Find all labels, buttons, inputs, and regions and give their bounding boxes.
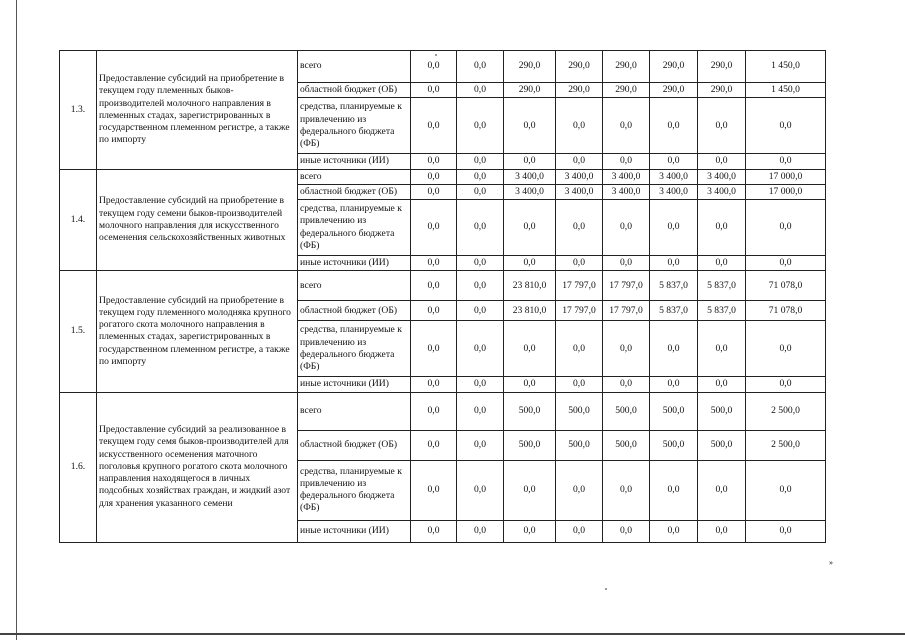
year-value-cell: 0,0: [411, 520, 457, 542]
year-value-cell: 3 400,0: [504, 184, 556, 199]
year-value-cell: 0,0: [457, 154, 504, 169]
year-value-cell: 0,0: [698, 256, 746, 271]
year-value-cell: 3 400,0: [603, 169, 650, 184]
year-value-cell: 500,0: [603, 430, 650, 460]
year-value-cell: 0,0: [457, 200, 504, 256]
total-value-cell: 2 500,0: [746, 430, 826, 460]
year-value-cell: 0,0: [411, 184, 457, 199]
total-value-cell: 0,0: [746, 520, 826, 542]
year-value-cell: 0,0: [504, 256, 556, 271]
year-value-cell: 500,0: [603, 392, 650, 430]
year-value-cell: 3 400,0: [603, 184, 650, 199]
trailing-mark: »: [829, 558, 833, 567]
year-value-cell: 0,0: [411, 200, 457, 256]
page-edge-left: [16, 0, 17, 640]
year-value-cell: 0,0: [411, 460, 457, 520]
funding-source-label: всего: [298, 51, 411, 83]
year-value-cell: 0,0: [650, 520, 698, 542]
funding-source-label: областной бюджет (ОБ): [298, 430, 411, 460]
year-value-cell: 3 400,0: [556, 184, 603, 199]
year-value-cell: 0,0: [504, 98, 556, 154]
year-value-cell: 0,0: [650, 321, 698, 377]
year-value-cell: 0,0: [457, 184, 504, 199]
year-value-cell: 0,0: [457, 301, 504, 321]
year-value-cell: 0,0: [650, 154, 698, 169]
total-value-cell: 0,0: [746, 200, 826, 256]
year-value-cell: 0,0: [457, 98, 504, 154]
year-value-cell: 0,0: [650, 256, 698, 271]
total-value-cell: 0,0: [746, 377, 826, 392]
page-edge-bottom: [0, 633, 905, 635]
total-value-cell: 0,0: [746, 321, 826, 377]
total-value-cell: 71 078,0: [746, 271, 826, 301]
funding-source-label: всего: [298, 392, 411, 430]
year-value-cell: 0,0: [603, 154, 650, 169]
year-value-cell: 3 400,0: [504, 169, 556, 184]
funding-source-label: средства, планируемые к привлечению из федерального бюджета (ФБ): [298, 460, 411, 520]
year-value-cell: 0,0: [411, 430, 457, 460]
year-value-cell: 0,0: [411, 271, 457, 301]
year-value-cell: 0,0: [457, 377, 504, 392]
year-value-cell: 0,0: [411, 301, 457, 321]
year-value-cell: 0,0: [698, 200, 746, 256]
year-value-cell: 0,0: [698, 377, 746, 392]
year-value-cell: 0,0: [457, 520, 504, 542]
funding-source-label: иные источники (ИИ): [298, 256, 411, 271]
year-value-cell: 17 797,0: [603, 301, 650, 321]
year-value-cell: 0,0: [556, 98, 603, 154]
year-value-cell: 0,0: [698, 98, 746, 154]
year-value-cell: 290,0: [603, 83, 650, 98]
year-value-cell: 0,0: [504, 154, 556, 169]
year-value-cell: 0,0: [603, 377, 650, 392]
total-value-cell: 0,0: [746, 154, 826, 169]
year-value-cell: 0,0: [650, 377, 698, 392]
year-value-cell: 0,0: [411, 98, 457, 154]
year-value-cell: 3 400,0: [698, 169, 746, 184]
year-value-cell: 0,0: [457, 51, 504, 83]
year-value-cell: 3 400,0: [650, 184, 698, 199]
year-value-cell: 17 797,0: [556, 301, 603, 321]
total-value-cell: 17 000,0: [746, 184, 826, 199]
year-value-cell: 0,0: [603, 321, 650, 377]
year-value-cell: 0,0: [411, 83, 457, 98]
measure-description: Предоставление субсидий на приобретение в текущем году семени быков-производителей молочного направления для искусственного осеменения сельскохозяйственных животных: [97, 169, 298, 271]
year-value-cell: 500,0: [556, 430, 603, 460]
year-value-cell: 0,0: [603, 520, 650, 542]
year-value-cell: 290,0: [556, 51, 603, 83]
year-value-cell: 0,0: [411, 377, 457, 392]
budget-table: [59, 50, 826, 543]
year-value-cell: 500,0: [556, 392, 603, 430]
total-value-cell: 0,0: [746, 460, 826, 520]
total-value-cell: 2 500,0: [746, 392, 826, 430]
funding-source-label: иные источники (ИИ): [298, 377, 411, 392]
year-value-cell: 290,0: [698, 83, 746, 98]
measure-description: Предоставление субсидий на приобретение в текущем году племенного молодняка крупного рогатого скота молочного направления в племенных стадах, зарегистрированных в государственном племенном регистре, а также по импорту: [97, 271, 298, 392]
year-value-cell: 0,0: [411, 51, 457, 83]
year-value-cell: 0,0: [411, 169, 457, 184]
year-value-cell: 0,0: [457, 430, 504, 460]
year-value-cell: 0,0: [504, 321, 556, 377]
row-number: 1.5.: [60, 271, 97, 392]
year-value-cell: 0,0: [457, 271, 504, 301]
year-value-cell: 0,0: [504, 200, 556, 256]
year-value-cell: 500,0: [504, 392, 556, 430]
year-value-cell: 290,0: [603, 51, 650, 83]
year-value-cell: 0,0: [650, 200, 698, 256]
measure-description: Предоставление субсидий за реализованное в текущем году семя быков-производителей для искусственного осеменения маточного поголовья крупного рогатого скота молочного направления находящегося в личных подсобных хозяйствах граждан, и жидкий азот для хранения указанного семени: [97, 392, 298, 542]
year-value-cell: 0,0: [411, 256, 457, 271]
funding-source-label: областной бюджет (ОБ): [298, 184, 411, 199]
row-number: 1.6.: [60, 392, 97, 542]
year-value-cell: 0,0: [457, 83, 504, 98]
year-value-cell: 290,0: [504, 83, 556, 98]
total-value-cell: 1 450,0: [746, 51, 826, 83]
table-row: [60, 169, 826, 184]
year-value-cell: 0,0: [457, 460, 504, 520]
year-value-cell: 23 810,0: [504, 271, 556, 301]
funding-source-label: средства, планируемые к привлечению из федерального бюджета (ФБ): [298, 321, 411, 377]
funding-source-label: областной бюджет (ОБ): [298, 301, 411, 321]
table-row: [60, 51, 826, 83]
year-value-cell: 500,0: [698, 392, 746, 430]
year-value-cell: 0,0: [556, 200, 603, 256]
year-value-cell: 0,0: [556, 154, 603, 169]
year-value-cell: 0,0: [504, 377, 556, 392]
year-value-cell: 0,0: [411, 321, 457, 377]
year-value-cell: 0,0: [603, 98, 650, 154]
year-value-cell: 0,0: [698, 520, 746, 542]
year-value-cell: 0,0: [603, 200, 650, 256]
year-value-cell: 290,0: [698, 51, 746, 83]
year-value-cell: 0,0: [457, 321, 504, 377]
total-value-cell: 71 078,0: [746, 301, 826, 321]
year-value-cell: 17 797,0: [603, 271, 650, 301]
year-value-cell: 0,0: [504, 460, 556, 520]
year-value-cell: 290,0: [650, 83, 698, 98]
funding-source-label: средства, планируемые к привлечению из федерального бюджета (ФБ): [298, 200, 411, 256]
year-value-cell: 500,0: [650, 392, 698, 430]
year-value-cell: 0,0: [650, 98, 698, 154]
year-value-cell: 0,0: [698, 460, 746, 520]
year-value-cell: 0,0: [556, 256, 603, 271]
year-value-cell: 0,0: [698, 321, 746, 377]
total-value-cell: 17 000,0: [746, 169, 826, 184]
year-value-cell: 0,0: [556, 460, 603, 520]
measure-description: Предоставление субсидий на приобретение в текущем году племенных быков-производителей молочного направления в племенных стадах, зарегистрированных в государственном племенном регистре, а также по импорту: [97, 51, 298, 170]
total-value-cell: 0,0: [746, 256, 826, 271]
funding-source-label: средства, планируемые к привлечению из федерального бюджета (ФБ): [298, 98, 411, 154]
year-value-cell: 3 400,0: [556, 169, 603, 184]
row-number: 1.3.: [60, 51, 97, 170]
year-value-cell: 5 837,0: [698, 301, 746, 321]
year-value-cell: 500,0: [698, 430, 746, 460]
funding-source-label: всего: [298, 271, 411, 301]
funding-source-label: всего: [298, 169, 411, 184]
year-value-cell: 0,0: [650, 460, 698, 520]
year-value-cell: 0,0: [556, 520, 603, 542]
year-value-cell: 5 837,0: [650, 271, 698, 301]
year-value-cell: 23 810,0: [504, 301, 556, 321]
year-value-cell: 3 400,0: [698, 184, 746, 199]
funding-source-label: иные источники (ИИ): [298, 520, 411, 542]
year-value-cell: 5 837,0: [698, 271, 746, 301]
year-value-cell: 500,0: [504, 430, 556, 460]
row-number: 1.4.: [60, 169, 97, 271]
year-value-cell: 290,0: [650, 51, 698, 83]
total-value-cell: 1 450,0: [746, 83, 826, 98]
table-row: [60, 271, 826, 301]
year-value-cell: 0,0: [504, 520, 556, 542]
year-value-cell: 290,0: [556, 83, 603, 98]
year-value-cell: 0,0: [411, 154, 457, 169]
year-value-cell: 3 400,0: [650, 169, 698, 184]
year-value-cell: 500,0: [650, 430, 698, 460]
funding-source-label: иные источники (ИИ): [298, 154, 411, 169]
scan-dot: [605, 588, 607, 590]
year-value-cell: 0,0: [411, 392, 457, 430]
funding-source-label: областной бюджет (ОБ): [298, 83, 411, 98]
year-value-cell: 0,0: [603, 256, 650, 271]
table-row: [60, 392, 826, 430]
year-value-cell: 290,0: [504, 51, 556, 83]
year-value-cell: 0,0: [698, 154, 746, 169]
total-value-cell: 0,0: [746, 98, 826, 154]
year-value-cell: 0,0: [556, 377, 603, 392]
year-value-cell: 5 837,0: [650, 301, 698, 321]
year-value-cell: 0,0: [556, 321, 603, 377]
year-value-cell: 0,0: [457, 392, 504, 430]
year-value-cell: 0,0: [457, 256, 504, 271]
year-value-cell: 17 797,0: [556, 271, 603, 301]
year-value-cell: 0,0: [603, 460, 650, 520]
year-value-cell: 0,0: [457, 169, 504, 184]
